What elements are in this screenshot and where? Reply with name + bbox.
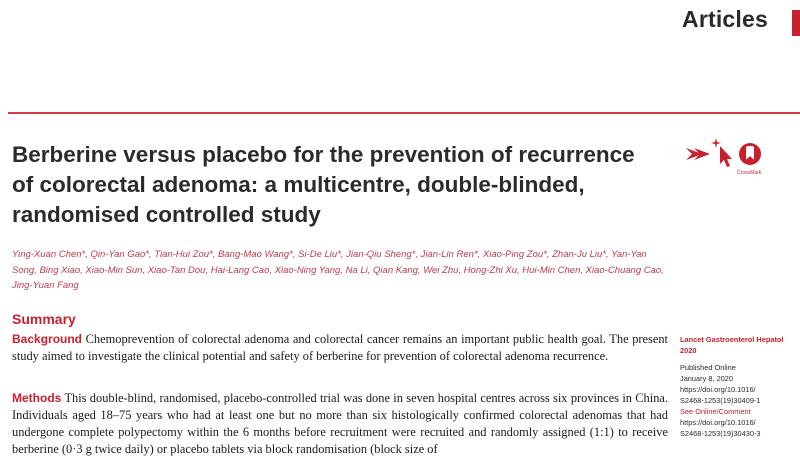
arrows-icon[interactable] (686, 148, 710, 160)
author-list: Ying-Xuan Chen*, Qin-Yan Gao*, Tian-Hui Zou*, Bang-Mao Wang*, Si-De Liu*, Jian-Qiu Sheng*, Jian-Lin Ren*, Xiao-Ping Zou*, Zhan-Ju Liu*, Yan-Yan Song, Bing Xiao, Xiao-Min Sun, Xiao-Tan Dou, Hai-Lang Cao, Xiao-Ning Yang, Na Li, Qian Kang, Wei Zhu, Hong-Zhi Xu, Hui-Min Chen, Xiao-Chuang Cao, Jing-Yuan Fang (12, 249, 664, 291)
journal-citation: Lancet Gastroenterol Hepatol 2020 (680, 335, 784, 355)
article-icons (684, 138, 784, 178)
section-label: Articles (682, 6, 768, 32)
methods-lead: Methods (12, 391, 62, 405)
background-text: Chemoprevention of colorectal adenoma and colorectal cancer remains an important public health goal. The present study aimed to investigate the clinical potential and safety of berberine for prevention of colorectal adenoma recurrence. (12, 332, 668, 363)
published-date: January 8, 2020 (680, 374, 734, 383)
publication-info (680, 362, 796, 439)
doi-link-1[interactable]: https://doi.org/10.1016/ (680, 385, 756, 394)
background-lead: Background (12, 332, 83, 346)
doi-link-2-suffix[interactable]: S2468-1253(19)30430-3 (680, 429, 761, 438)
article-title: Berberine versus placebo for the prevention of recurrence of colorectal adenoma: a multicentre, double-blinded, randomised controlled study (12, 142, 635, 227)
section-color-bar (792, 10, 800, 36)
header-rule (8, 112, 800, 114)
doi-link-1-suffix[interactable]: S2468-1253(19)30409-1 (680, 396, 761, 405)
methods-paragraph (12, 390, 668, 458)
doi-link-2[interactable]: https://doi.org/10.1016/ (680, 418, 756, 427)
published-label: Published Online (680, 363, 736, 372)
crossmark-icon[interactable] (739, 143, 761, 165)
see-comment-label[interactable]: See Online/Comment (680, 407, 751, 416)
summary-heading: Summary (12, 311, 76, 327)
crossmark-label: CrossMark (737, 170, 762, 176)
cursor-sparkle-icon[interactable] (711, 138, 732, 167)
background-paragraph (12, 331, 668, 365)
article-tools-svg (684, 138, 784, 178)
methods-text: This double-blind, randomised, placebo-controlled trial was done in seven hospital centres across six provinces in China. Individuals aged 18–75 years who had at least one but no more than six histologically confirmed colorectal adenomas that had undergone complete polypectomy within the 6 months before recruitment were recruited and randomly assigned (1:1) to receive berberine (0·3 g twice daily) or placebo tablets via block randomisation (block size of (12, 391, 668, 456)
